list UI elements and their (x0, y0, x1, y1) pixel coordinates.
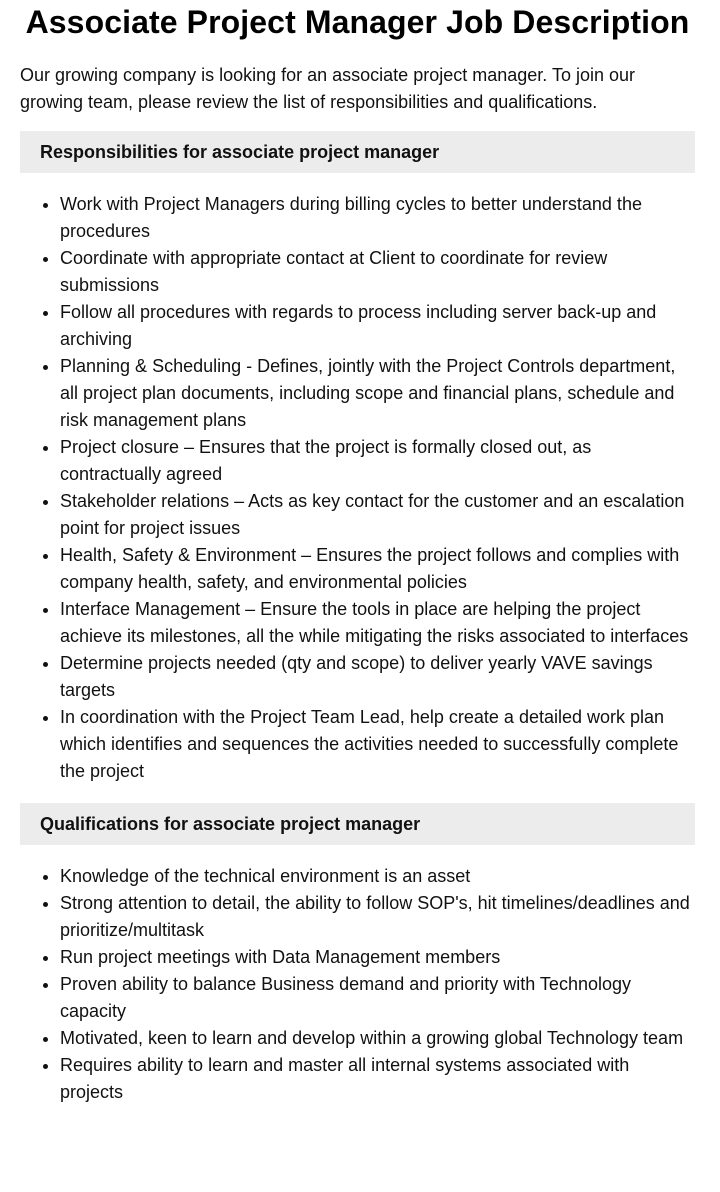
qualifications-list (20, 863, 695, 1106)
list-item: • Stakeholder relations – Acts as key contact for the customer and an escalation point for project issues (60, 488, 695, 542)
list-item: • Interface Management – Ensure the tools in place are helping the project achieve its milestones, all the while mitigating the risks associated to interfaces (60, 596, 695, 650)
list-item: • In coordination with the Project Team Lead, help create a detailed work plan which identifies and sequences the activities needed to successfully complete the project (60, 704, 695, 785)
list-item: • Motivated, keen to learn and develop within a growing global Technology team (60, 1025, 695, 1052)
list-item: • Coordinate with appropriate contact at Client to coordinate for review submissions (60, 245, 695, 299)
qualifications-heading: Qualifications for associate project manager (20, 803, 695, 845)
list-item: • Health, Safety & Environment – Ensures the project follows and complies with company health, safety, and environmental policies (60, 542, 695, 596)
list-item: • Run project meetings with Data Management members (60, 944, 695, 971)
list-item: • Follow all procedures with regards to process including server back-up and archiving (60, 299, 695, 353)
list-item: • Knowledge of the technical environment is an asset (60, 863, 695, 890)
list-item: • Project closure – Ensures that the project is formally closed out, as contractually agreed (60, 434, 695, 488)
responsibilities-heading: Responsibilities for associate project manager (20, 131, 695, 173)
list-item: • Requires ability to learn and master all internal systems associated with projects (60, 1052, 695, 1106)
page-title: Associate Project Manager Job Description (25, 4, 690, 40)
intro-paragraph: Our growing company is looking for an associate project manager. To join our growing team, please review the list of responsibilities and qualifications. (20, 65, 635, 112)
list-item: • Strong attention to detail, the ability to follow SOP's, hit timelines/deadlines and prioritize/multitask (60, 890, 695, 944)
list-item: • Planning & Scheduling - Defines, jointly with the Project Controls department, all project plan documents, including scope and financial plans, schedule and risk management plans (60, 353, 695, 434)
list-item: • Proven ability to balance Business demand and priority with Technology capacity (60, 971, 695, 1025)
list-item: • Determine projects needed (qty and scope) to deliver yearly VAVE savings targets (60, 650, 695, 704)
list-item: • Work with Project Managers during billing cycles to better understand the procedures (60, 191, 695, 245)
responsibilities-list (20, 191, 695, 785)
